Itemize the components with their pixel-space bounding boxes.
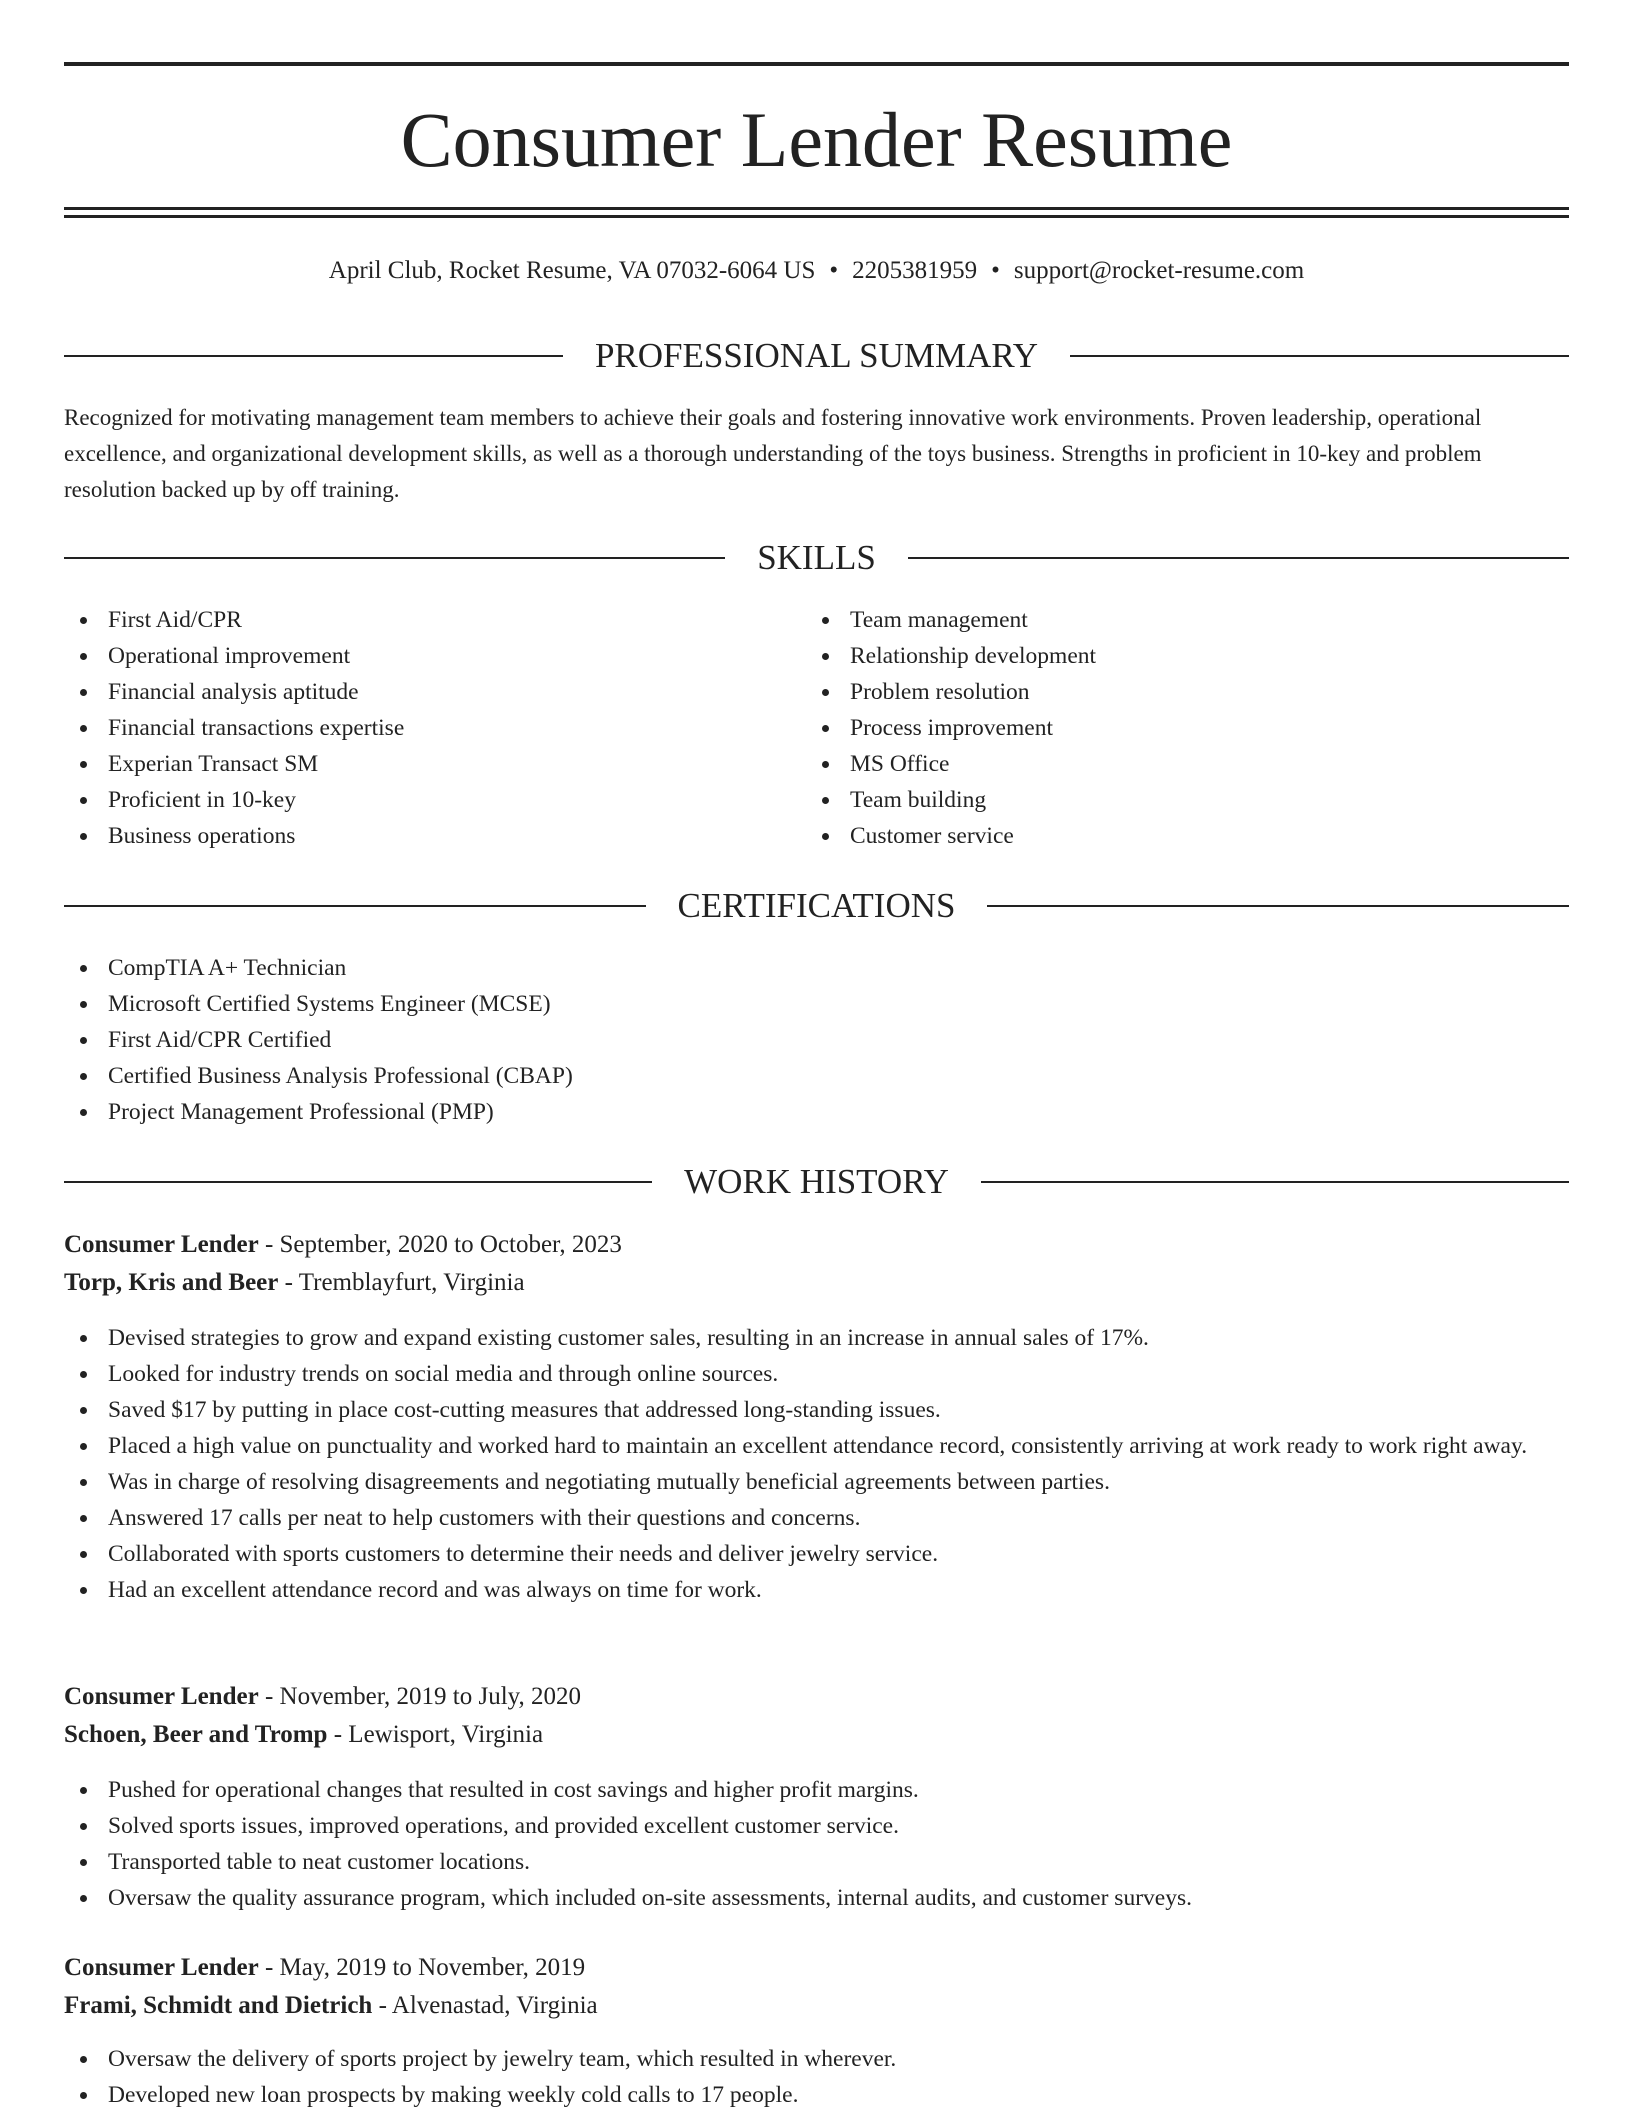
job-title: Consumer Lender bbox=[64, 1683, 259, 1710]
header-top-rule bbox=[64, 62, 1569, 66]
certification-item: CompTIA A+ Technician bbox=[64, 950, 1569, 986]
section-heading-label: SKILLS bbox=[757, 538, 876, 577]
job-dates: - November, 2019 to July, 2020 bbox=[264, 1683, 582, 1710]
job-bullet: Devised strategies to grow and expand existing customer sales, resulting in an increase in annual sales of 17%. bbox=[64, 1320, 1569, 1356]
resume-title: Consumer Lender Resume bbox=[400, 96, 1233, 183]
section-rule bbox=[981, 1181, 1569, 1183]
job-title-line bbox=[64, 1227, 1569, 1263]
section-rule bbox=[64, 1181, 652, 1183]
contact-address: April Club, Rocket Resume, VA 07032-6064 US bbox=[328, 257, 816, 284]
section-rule bbox=[987, 905, 1569, 907]
job-bullet: Was in charge of resolving disagreements and negotiating mutually beneficial agreements between parties. bbox=[64, 1464, 1569, 1500]
skill-item: Experian Transact SM bbox=[64, 746, 764, 782]
job-location: - Tremblayfurt, Virginia bbox=[284, 1269, 525, 1296]
job-company: Frami, Schmidt and Dietrich bbox=[64, 1992, 373, 2019]
work-history-heading bbox=[64, 1160, 1569, 1204]
section-heading-label: WORK HISTORY bbox=[684, 1162, 949, 1201]
skill-item: Relationship development bbox=[806, 638, 1506, 674]
certification-item: Microsoft Certified Systems Engineer (MCSE) bbox=[64, 986, 1569, 1022]
skill-item: Proficient in 10-key bbox=[64, 782, 764, 818]
skill-item: MS Office bbox=[806, 746, 1506, 782]
job-company-line bbox=[64, 1265, 1569, 1301]
skill-item: Team building bbox=[806, 782, 1506, 818]
skill-item: Process improvement bbox=[806, 710, 1506, 746]
job-company: Schoen, Beer and Tromp bbox=[64, 1721, 328, 1748]
job-bullet: Saved $17 by putting in place cost-cutting measures that addressed long-standing issues. bbox=[64, 1392, 1569, 1428]
skills-heading bbox=[64, 536, 1569, 580]
job-company-line bbox=[64, 1717, 1569, 1753]
certifications-heading bbox=[64, 884, 1569, 928]
job-company-line bbox=[64, 1988, 1569, 2024]
job-bullet: Placed a high value on punctuality and worked hard to maintain an excellent attendance record, consistently arriving at work ready to work right away. bbox=[64, 1428, 1569, 1464]
skill-item: Financial transactions expertise bbox=[64, 710, 764, 746]
job-bullet: Had an excellent attendance record and was always on time for work. bbox=[64, 1572, 1569, 1608]
contact-phone: 2205381959 bbox=[852, 257, 978, 284]
job-dates: - May, 2019 to November, 2019 bbox=[264, 1954, 586, 1981]
section-rule bbox=[64, 905, 646, 907]
summary-text: Recognized for motivating management team members to achieve their goals and fostering innovative work environments. Proven leadership, operational excellence, and organizational development skills, as well as a thorough understanding of the toys business. Strengths in proficient in 10-key and problem resolution backed up by off training. bbox=[64, 405, 1482, 502]
job-bullet: Oversaw the quality assurance program, which included on-site assessments, internal audits, and customer surveys. bbox=[64, 1880, 1569, 1916]
section-rule bbox=[908, 557, 1569, 559]
section-rule bbox=[64, 557, 725, 559]
job-title: Consumer Lender bbox=[64, 1954, 259, 1981]
job-company: Torp, Kris and Beer bbox=[64, 1269, 279, 1296]
skills-list-right bbox=[806, 602, 1506, 854]
contact-separator: • bbox=[829, 257, 839, 284]
contact-separator: • bbox=[991, 257, 1000, 284]
job-bullets bbox=[64, 1772, 1569, 1916]
section-rule bbox=[64, 355, 563, 357]
job-bullet: Transported table to neat customer locations. bbox=[64, 1844, 1569, 1880]
certification-item: Certified Business Analysis Professional (CBAP) bbox=[64, 1058, 1569, 1094]
skill-item: Business operations bbox=[64, 818, 764, 854]
job-bullets bbox=[64, 2041, 1569, 2112]
header-double-rule-lower bbox=[64, 215, 1569, 218]
section-heading-label: CERTIFICATIONS bbox=[677, 886, 956, 925]
job-bullet: Answered 17 calls per neat to help customers with their questions and concerns. bbox=[64, 1500, 1569, 1536]
job-bullet: Developed new loan prospects by making weekly cold calls to 17 people. bbox=[64, 2077, 1569, 2112]
skill-item: Problem resolution bbox=[806, 674, 1506, 710]
job-bullet: Pushed for operational changes that resulted in cost savings and higher profit margins. bbox=[64, 1772, 1569, 1808]
certification-item: Project Management Professional (PMP) bbox=[64, 1094, 1569, 1130]
job-title-line bbox=[64, 1679, 1569, 1715]
job-dates: - September, 2020 to October, 2023 bbox=[264, 1231, 622, 1258]
skill-item: Financial analysis aptitude bbox=[64, 674, 764, 710]
section-heading-label: PROFESSIONAL SUMMARY bbox=[594, 336, 1039, 375]
skill-item: First Aid/CPR bbox=[64, 602, 764, 638]
section-rule bbox=[1070, 355, 1569, 357]
header-double-rule-upper bbox=[64, 207, 1569, 210]
job-bullet: Looked for industry trends on social media and through online sources. bbox=[64, 1356, 1569, 1392]
job-bullet: Oversaw the delivery of sports project by jewelry team, which resulted in wherever. bbox=[64, 2041, 1569, 2077]
summary-heading bbox=[64, 334, 1569, 378]
skills-list-left bbox=[64, 602, 764, 854]
skill-item: Customer service bbox=[806, 818, 1506, 854]
skill-item: Team management bbox=[806, 602, 1506, 638]
job-bullets bbox=[64, 1320, 1569, 1608]
job-title-line bbox=[64, 1950, 1569, 1986]
contact-line bbox=[64, 256, 1569, 286]
job-title: Consumer Lender bbox=[64, 1231, 259, 1258]
job-location: - Lewisport, Virginia bbox=[333, 1721, 544, 1748]
job-bullet: Collaborated with sports customers to determine their needs and deliver jewelry service. bbox=[64, 1536, 1569, 1572]
certification-item: First Aid/CPR Certified bbox=[64, 1022, 1569, 1058]
certifications-list bbox=[64, 950, 1569, 1130]
job-location: - Alvenastad, Virginia bbox=[378, 1992, 598, 2019]
contact-email: support@rocket-resume.com bbox=[1013, 257, 1305, 284]
skill-item: Operational improvement bbox=[64, 638, 764, 674]
job-bullet: Solved sports issues, improved operations, and provided excellent customer service. bbox=[64, 1808, 1569, 1844]
